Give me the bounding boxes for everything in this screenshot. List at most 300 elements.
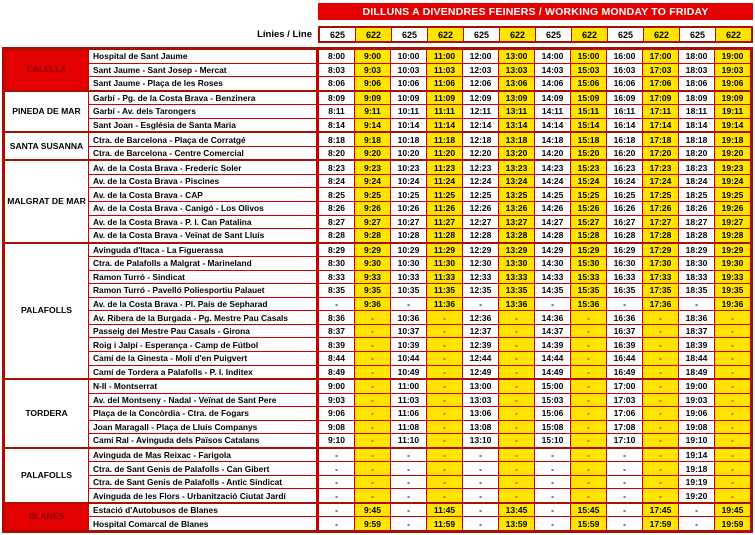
departure-time-cell: 15:30	[570, 257, 606, 270]
departure-time-cell: 11:28	[426, 229, 462, 242]
departure-time-cell: 16:26	[606, 202, 642, 215]
zone-rows	[89, 92, 750, 132]
line-column-header: 625	[679, 28, 715, 41]
no-service-cell: -	[570, 338, 606, 351]
stop-name: Sant Jaume - Sant Josep - Mercat	[89, 64, 318, 77]
departure-time-cell: 10:39	[390, 338, 426, 351]
no-service-cell: -	[642, 476, 678, 489]
departure-time-cell: 19:29	[714, 244, 750, 257]
departure-time-cell: 11:00	[426, 50, 462, 63]
departure-time-cell: 10:00	[390, 50, 426, 63]
departure-time-cell: 16:23	[606, 161, 642, 174]
departure-time-cell: 13:24	[498, 175, 534, 188]
no-service-cell: -	[606, 489, 642, 502]
departure-time-cell: 12:20	[462, 147, 498, 160]
no-service-cell: -	[570, 407, 606, 420]
zone-rows	[89, 449, 750, 502]
departure-time-cell: 15:28	[570, 229, 606, 242]
departure-time-cell: 10:18	[390, 133, 426, 146]
no-service-cell: -	[498, 325, 534, 338]
line-column-header: 622	[571, 28, 607, 41]
departure-time-cell: 8:23	[318, 161, 354, 174]
departure-time-cell: 10:14	[390, 119, 426, 132]
departure-time-cell: 8:14	[318, 119, 354, 132]
no-service-cell: -	[498, 462, 534, 475]
departure-time-cell: 11:33	[426, 271, 462, 284]
departure-time-cell: 10:20	[390, 147, 426, 160]
departure-time-cell: 17:36	[642, 298, 678, 311]
line-column-header: 622	[643, 28, 679, 41]
no-service-cell: -	[390, 298, 426, 311]
departure-time-cell: 13:00	[498, 50, 534, 63]
departure-time-cell: 8:44	[318, 352, 354, 365]
zone-section	[5, 242, 750, 378]
no-service-cell: -	[318, 298, 354, 311]
no-service-cell: -	[354, 338, 390, 351]
timetable-row	[89, 174, 750, 188]
departure-time-cell: 15:23	[570, 161, 606, 174]
no-service-cell: -	[534, 517, 570, 530]
departure-time-cell: 16:35	[606, 284, 642, 297]
departure-time-cell: 13:45	[498, 504, 534, 517]
departure-time-cell: 12:23	[462, 161, 498, 174]
departure-time-cell: 19:26	[714, 202, 750, 215]
departure-time-cell: 9:03	[318, 394, 354, 407]
departure-time-cell: 18:18	[678, 133, 714, 146]
departure-time-cell: 9:59	[354, 517, 390, 530]
no-service-cell: -	[498, 380, 534, 393]
departure-time-cell: 11:29	[426, 244, 462, 257]
departure-time-cell: 11:24	[426, 175, 462, 188]
no-service-cell: -	[570, 366, 606, 379]
stop-name: Av. de la Costa Brava - Piscines	[89, 175, 318, 188]
stop-name: Ctra. de Sant Genis de Palafolls - Antic Sindicat	[89, 476, 318, 489]
departure-time-cell: 18:25	[678, 188, 714, 201]
departure-time-cell: 14:18	[534, 133, 570, 146]
departure-time-cell: 15:06	[570, 77, 606, 90]
departure-time-cell: 13:59	[498, 517, 534, 530]
departure-time-cell: 10:24	[390, 175, 426, 188]
stop-name: Avinguda de les Flors - Urbanització Ciutat Jardí	[89, 489, 318, 502]
departure-time-cell: 14:35	[534, 284, 570, 297]
departure-time-cell: 18:37	[678, 325, 714, 338]
timetable-row	[89, 133, 750, 146]
zone-rows	[89, 504, 750, 530]
departure-time-cell: 8:26	[318, 202, 354, 215]
no-service-cell: -	[570, 449, 606, 462]
departure-time-cell: 12:09	[462, 92, 498, 105]
timetable-row	[89, 488, 750, 502]
departure-time-cell: 19:18	[714, 133, 750, 146]
no-service-cell: -	[426, 476, 462, 489]
no-service-cell: -	[606, 504, 642, 517]
stop-name: Av. de la Costa Brava - P. I. Can Patalina	[89, 216, 318, 229]
departure-time-cell: 16:24	[606, 175, 642, 188]
departure-time-cell: 15:33	[570, 271, 606, 284]
zone-section	[5, 50, 750, 90]
line-column-header: 622	[355, 28, 391, 41]
departure-time-cell: 15:06	[534, 407, 570, 420]
no-service-cell: -	[570, 476, 606, 489]
timetable-row	[89, 256, 750, 270]
stop-name: Sant Jaume - Plaça de les Roses	[89, 77, 318, 90]
departure-time-cell: 14:09	[534, 92, 570, 105]
timetable-row	[89, 187, 750, 201]
departure-time-cell: 14:06	[534, 77, 570, 90]
timetable-grid	[2, 47, 753, 533]
stop-name: Garbí - Av. dels Tarongers	[89, 105, 318, 118]
departure-time-cell: 16:25	[606, 188, 642, 201]
timetable-row	[89, 365, 750, 379]
departure-time-cell: 15:26	[570, 202, 606, 215]
no-service-cell: -	[642, 407, 678, 420]
departure-time-cell: 12:14	[462, 119, 498, 132]
departure-time-cell: 16:39	[606, 338, 642, 351]
no-service-cell: -	[678, 504, 714, 517]
departure-time-cell: 12:00	[462, 50, 498, 63]
no-service-cell: -	[606, 462, 642, 475]
departure-time-cell: 19:14	[678, 449, 714, 462]
timetable-row	[89, 146, 750, 160]
departure-time-cell: 10:09	[390, 92, 426, 105]
no-service-cell: -	[426, 338, 462, 351]
departure-time-cell: 11:20	[426, 147, 462, 160]
departure-time-cell: 19:10	[678, 434, 714, 447]
no-service-cell: -	[426, 449, 462, 462]
departure-time-cell: 19:20	[714, 147, 750, 160]
departure-time-cell: 11:36	[426, 298, 462, 311]
timetable-row	[89, 297, 750, 311]
departure-time-cell: 14:44	[534, 352, 570, 365]
departure-time-cell: 17:59	[642, 517, 678, 530]
departure-time-cell: 12:44	[462, 352, 498, 365]
stop-name: Plaça de la Concòrdia - Ctra. de Fogars	[89, 407, 318, 420]
departure-time-cell: 14:20	[534, 147, 570, 160]
departure-time-cell: 14:25	[534, 188, 570, 201]
departure-time-cell: 19:11	[714, 105, 750, 118]
departure-time-cell: 11:18	[426, 133, 462, 146]
departure-time-cell: 17:35	[642, 284, 678, 297]
departure-time-cell: 14:49	[534, 366, 570, 379]
timetable-row	[89, 475, 750, 489]
departure-time-cell: 14:33	[534, 271, 570, 284]
no-service-cell: -	[462, 504, 498, 517]
line-column-header: 625	[391, 28, 427, 41]
no-service-cell: -	[642, 462, 678, 475]
departure-time-cell: 18:27	[678, 216, 714, 229]
departure-time-cell: 16:28	[606, 229, 642, 242]
departure-time-cell: 18:06	[678, 77, 714, 90]
stop-name: Ramon Turró - Pavelló Poliesportiu Palauet	[89, 284, 318, 297]
no-service-cell: -	[534, 449, 570, 462]
timetable-row	[89, 380, 750, 393]
timetable-row	[89, 92, 750, 105]
departure-time-cell: 19:30	[714, 257, 750, 270]
departure-time-cell: 17:03	[642, 64, 678, 77]
departure-time-cell: 13:06	[462, 407, 498, 420]
weekday-schedule-banner: DILLUNS A DIVENDRES FEINERS / WORKING MONDAY TO FRIDAY	[318, 3, 753, 20]
departure-time-cell: 17:14	[642, 119, 678, 132]
departure-time-cell: 17:45	[642, 504, 678, 517]
departure-time-cell: 10:35	[390, 284, 426, 297]
departure-time-cell: 9:10	[318, 434, 354, 447]
departure-time-cell: 8:00	[318, 50, 354, 63]
line-column-header: 625	[463, 28, 499, 41]
departure-time-cell: 19:20	[678, 489, 714, 502]
timetable-row	[89, 161, 750, 174]
no-service-cell: -	[462, 476, 498, 489]
departure-time-cell: 10:03	[390, 64, 426, 77]
departure-time-cell: 16:27	[606, 216, 642, 229]
no-service-cell: -	[714, 462, 750, 475]
departure-time-cell: 12:37	[462, 325, 498, 338]
stop-name: Passeig del Mestre Pau Casals - Girona	[89, 325, 318, 338]
departure-time-cell: 14:36	[534, 311, 570, 324]
departure-time-cell: 11:23	[426, 161, 462, 174]
no-service-cell: -	[498, 489, 534, 502]
departure-time-cell: 19:25	[714, 188, 750, 201]
departure-time-cell: 17:24	[642, 175, 678, 188]
departure-time-cell: 11:10	[390, 434, 426, 447]
departure-time-cell: 19:09	[714, 92, 750, 105]
stop-name: Camí de Tordera a Palafolls - P. I. Inditex	[89, 366, 318, 379]
departure-time-cell: 13:09	[498, 92, 534, 105]
no-service-cell: -	[318, 517, 354, 530]
no-service-cell: -	[426, 421, 462, 434]
timetable-row	[89, 324, 750, 338]
departure-time-cell: 10:06	[390, 77, 426, 90]
departure-time-cell: 8:27	[318, 216, 354, 229]
no-service-cell: -	[426, 394, 462, 407]
departure-time-cell: 18:26	[678, 202, 714, 215]
departure-time-cell: 13:35	[498, 284, 534, 297]
timetable-row	[89, 449, 750, 462]
departure-time-cell: 17:27	[642, 216, 678, 229]
departure-time-cell: 17:23	[642, 161, 678, 174]
departure-time-cell: 15:45	[570, 504, 606, 517]
departure-time-cell: 12:36	[462, 311, 498, 324]
timetable-row	[89, 215, 750, 229]
departure-time-cell: 9:35	[354, 284, 390, 297]
stop-name: Ctra. de Palafolls a Malgrat - Marineland	[89, 257, 318, 270]
departure-time-cell: 10:11	[390, 105, 426, 118]
departure-time-cell: 12:18	[462, 133, 498, 146]
departure-time-cell: 17:28	[642, 229, 678, 242]
no-service-cell: -	[498, 394, 534, 407]
timetable-row	[89, 283, 750, 297]
departure-time-cell: 9:24	[354, 175, 390, 188]
departure-time-cell: 14:27	[534, 216, 570, 229]
departure-time-cell: 19:45	[714, 504, 750, 517]
lines-label: Línies / Line	[257, 29, 312, 40]
no-service-cell: -	[714, 325, 750, 338]
departure-time-cell: 11:14	[426, 119, 462, 132]
timetable-row	[89, 244, 750, 257]
departure-time-cell: 15:59	[570, 517, 606, 530]
departure-time-cell: 18:49	[678, 366, 714, 379]
departure-time-cell: 13:11	[498, 105, 534, 118]
timetable-row	[89, 504, 750, 517]
departure-time-cell: 15:14	[570, 119, 606, 132]
departure-time-cell: 16:30	[606, 257, 642, 270]
stop-name: N-II - Montserrat	[89, 380, 318, 393]
no-service-cell: -	[354, 462, 390, 475]
no-service-cell: -	[678, 517, 714, 530]
departure-time-cell: 8:49	[318, 366, 354, 379]
departure-time-cell: 14:26	[534, 202, 570, 215]
departure-time-cell: 17:30	[642, 257, 678, 270]
departure-time-cell: 19:28	[714, 229, 750, 242]
departure-time-cell: 15:09	[570, 92, 606, 105]
no-service-cell: -	[714, 394, 750, 407]
zone-rows	[89, 161, 750, 241]
zone-label: BLANES	[5, 504, 89, 530]
line-column-header: 622	[499, 28, 535, 41]
departure-time-cell: 15:20	[570, 147, 606, 160]
no-service-cell: -	[570, 421, 606, 434]
departure-time-cell: 13:30	[498, 257, 534, 270]
departure-time-cell: 12:24	[462, 175, 498, 188]
departure-time-cell: 8:18	[318, 133, 354, 146]
stop-name: Garbí - Pg. de la Costa Brava - Benzinera	[89, 92, 318, 105]
no-service-cell: -	[606, 298, 642, 311]
departure-time-cell: 16:44	[606, 352, 642, 365]
departure-time-cell: 19:19	[678, 476, 714, 489]
timetable-row	[89, 406, 750, 420]
no-service-cell: -	[642, 366, 678, 379]
departure-time-cell: 18:11	[678, 105, 714, 118]
departure-time-cell: 14:39	[534, 338, 570, 351]
timetable-row	[89, 461, 750, 475]
no-service-cell: -	[390, 517, 426, 530]
departure-time-cell: 8:35	[318, 284, 354, 297]
departure-time-cell: 10:49	[390, 366, 426, 379]
no-service-cell: -	[390, 449, 426, 462]
departure-time-cell: 9:14	[354, 119, 390, 132]
departure-time-cell: 15:11	[570, 105, 606, 118]
departure-time-cell: 19:00	[714, 50, 750, 63]
departure-time-cell: 11:06	[390, 407, 426, 420]
departure-time-cell: 15:25	[570, 188, 606, 201]
departure-time-cell: 15:03	[570, 64, 606, 77]
no-service-cell: -	[354, 394, 390, 407]
departure-time-cell: 9:06	[318, 407, 354, 420]
no-service-cell: -	[426, 352, 462, 365]
departure-time-cell: 11:09	[426, 92, 462, 105]
departure-time-cell: 15:35	[570, 284, 606, 297]
departure-time-cell: 17:25	[642, 188, 678, 201]
departure-time-cell: 18:36	[678, 311, 714, 324]
no-service-cell: -	[498, 449, 534, 462]
no-service-cell: -	[606, 476, 642, 489]
no-service-cell: -	[462, 449, 498, 462]
departure-time-cell: 19:00	[678, 380, 714, 393]
stop-name: Camí Ral - Avinguda dels Països Catalans	[89, 434, 318, 447]
departure-time-cell: 11:08	[390, 421, 426, 434]
no-service-cell: -	[390, 489, 426, 502]
departure-time-cell: 14:11	[534, 105, 570, 118]
departure-time-cell: 16:00	[606, 50, 642, 63]
departure-time-cell: 15:18	[570, 133, 606, 146]
departure-time-cell: 13:18	[498, 133, 534, 146]
no-service-cell: -	[570, 434, 606, 447]
departure-time-cell: 14:24	[534, 175, 570, 188]
departure-time-cell: 13:33	[498, 271, 534, 284]
departure-time-cell: 9:11	[354, 105, 390, 118]
timetable-row	[89, 516, 750, 530]
departure-time-cell: 9:18	[354, 133, 390, 146]
no-service-cell: -	[462, 462, 498, 475]
departure-time-cell: 14:29	[534, 244, 570, 257]
no-service-cell: -	[498, 338, 534, 351]
departure-time-cell: 18:20	[678, 147, 714, 160]
departure-time-cell: 13:36	[498, 298, 534, 311]
departure-time-cell: 15:03	[534, 394, 570, 407]
departure-time-cell: 8:39	[318, 338, 354, 351]
departure-time-cell: 10:36	[390, 311, 426, 324]
departure-time-cell: 14:00	[534, 50, 570, 63]
no-service-cell: -	[570, 352, 606, 365]
no-service-cell: -	[498, 311, 534, 324]
no-service-cell: -	[714, 338, 750, 351]
departure-time-cell: 9:08	[318, 421, 354, 434]
departure-time-cell: 10:29	[390, 244, 426, 257]
departure-time-cell: 12:29	[462, 244, 498, 257]
departure-time-cell: 19:35	[714, 284, 750, 297]
departure-time-cell: 17:03	[606, 394, 642, 407]
no-service-cell: -	[390, 504, 426, 517]
departure-time-cell: 9:27	[354, 216, 390, 229]
stop-name: Estació d'Autobusos de Blanes	[89, 504, 318, 517]
no-service-cell: -	[642, 338, 678, 351]
departure-time-cell: 12:27	[462, 216, 498, 229]
departure-time-cell: 19:03	[714, 64, 750, 77]
departure-time-cell: 17:00	[606, 380, 642, 393]
departure-time-cell: 11:45	[426, 504, 462, 517]
no-service-cell: -	[606, 449, 642, 462]
departure-time-cell: 10:30	[390, 257, 426, 270]
departure-time-cell: 19:27	[714, 216, 750, 229]
zone-section	[5, 447, 750, 502]
departure-time-cell: 13:00	[462, 380, 498, 393]
no-service-cell: -	[426, 407, 462, 420]
departure-time-cell: 13:26	[498, 202, 534, 215]
no-service-cell: -	[354, 449, 390, 462]
no-service-cell: -	[714, 366, 750, 379]
zone-section	[5, 378, 750, 447]
no-service-cell: -	[318, 462, 354, 475]
departure-time-cell: 10:23	[390, 161, 426, 174]
departure-time-cell: 18:44	[678, 352, 714, 365]
departure-time-cell: 11:03	[390, 394, 426, 407]
departure-time-cell: 18:03	[678, 64, 714, 77]
timetable-row	[89, 351, 750, 365]
departure-time-cell: 10:33	[390, 271, 426, 284]
no-service-cell: -	[354, 421, 390, 434]
zone-label: SANTA SUSANNA	[5, 133, 89, 159]
departure-time-cell: 12:49	[462, 366, 498, 379]
no-service-cell: -	[354, 489, 390, 502]
no-service-cell: -	[318, 449, 354, 462]
timetable-row	[89, 118, 750, 132]
stop-name: Ctra. de Barcelona - Centre Comercial	[89, 147, 318, 160]
no-service-cell: -	[462, 489, 498, 502]
no-service-cell: -	[714, 476, 750, 489]
zone-rows	[89, 133, 750, 159]
stop-name: Av. de la Costa Brava - Canigó - Los Olivos	[89, 202, 318, 215]
departure-time-cell: 14:28	[534, 229, 570, 242]
timetable-row	[89, 337, 750, 351]
